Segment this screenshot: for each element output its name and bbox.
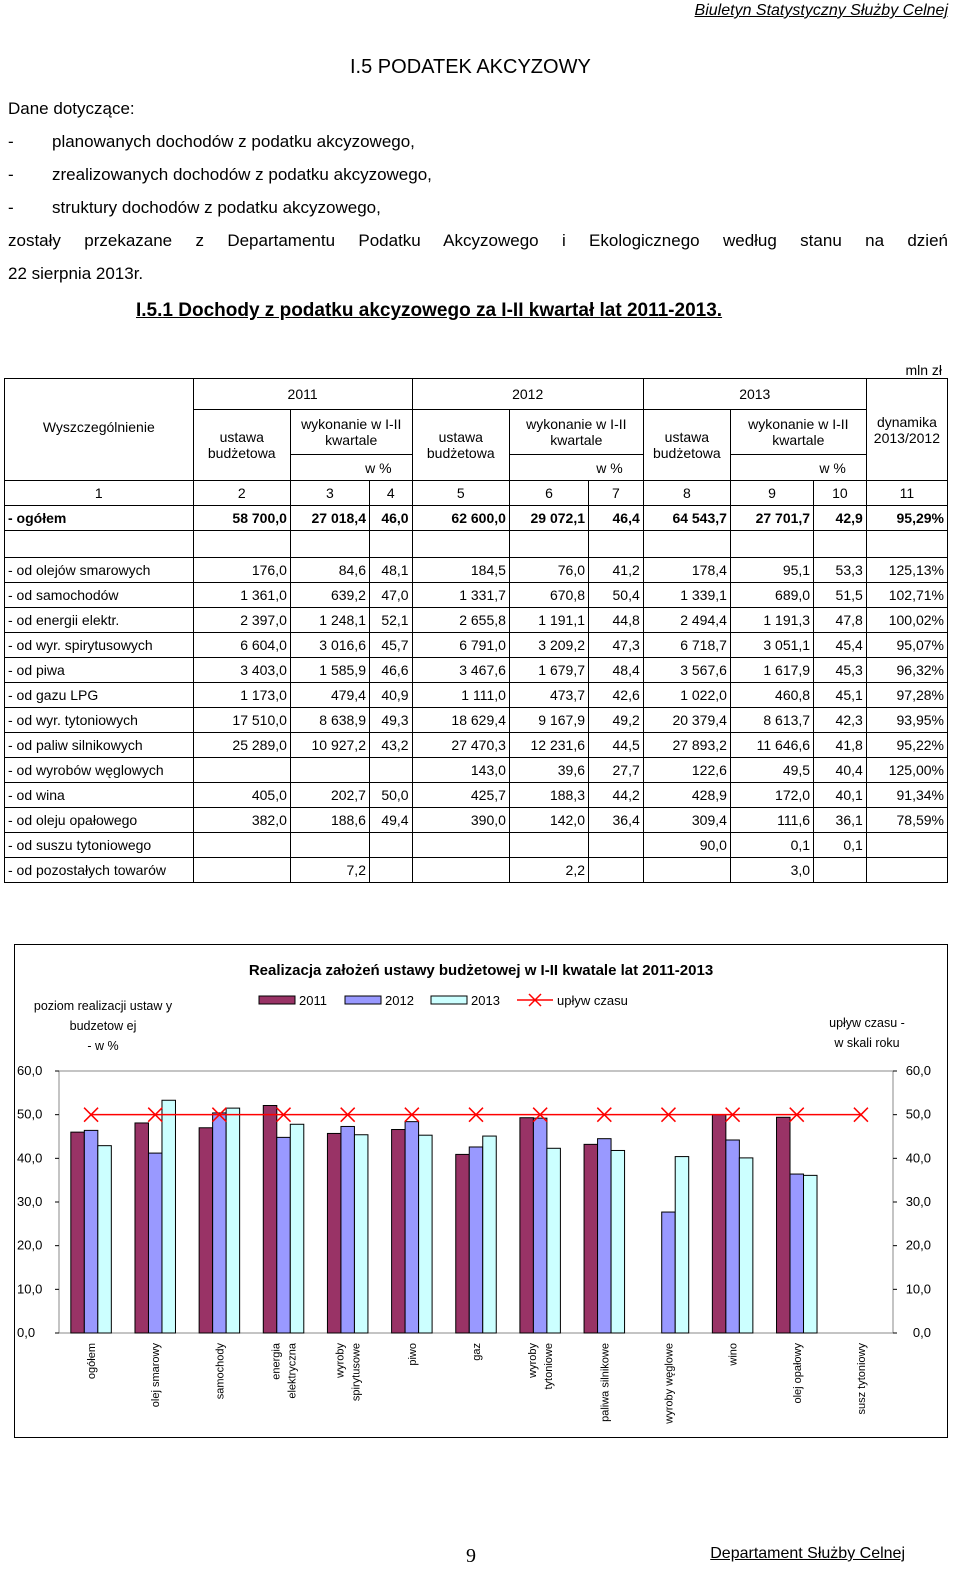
legend-swatch: [431, 996, 467, 1004]
table-cell: 6 718,7: [643, 633, 730, 658]
pct-header: w %: [730, 455, 866, 481]
bar-2013: [290, 1124, 304, 1333]
table-cell: 90,0: [643, 833, 730, 858]
table-cell: 53,3: [814, 558, 867, 583]
table-cell: 45,1: [814, 683, 867, 708]
table-cell: 3 567,6: [643, 658, 730, 683]
y-tick-label-right: 20,0: [905, 1237, 931, 1253]
table-cell: 46,4: [589, 506, 644, 531]
table-cell: 4: [369, 481, 412, 506]
table-cell: 50,0: [369, 783, 412, 808]
table-cell: 1 191,1: [509, 608, 588, 633]
table-cell: 49,2: [589, 708, 644, 733]
exec-header: wykonanie w I-II kwartale: [509, 410, 643, 455]
row-label: - ogółem: [5, 506, 194, 531]
table-cell: 27 018,4: [290, 506, 369, 531]
table-cell: 49,5: [730, 758, 813, 783]
table-cell: 27 893,2: [643, 733, 730, 758]
table-cell: 188,6: [290, 808, 369, 833]
table-cell: 18 629,4: [412, 708, 509, 733]
bar-2011: [392, 1130, 406, 1333]
table-cell: 46,6: [369, 658, 412, 683]
table-cell: 42,6: [589, 683, 644, 708]
y-axis-label-left: poziom realizacji ustaw y: [33, 999, 173, 1013]
bar-2012: [341, 1126, 355, 1333]
table-cell: [509, 833, 588, 858]
table-cell: [193, 758, 290, 783]
x-tick-label: piwo: [406, 1343, 419, 1366]
row-label: - od olejów smarowych: [5, 558, 194, 583]
table-cell: 44,8: [589, 608, 644, 633]
page-title: I.5 PODATEK AKCYZOWY: [350, 56, 591, 78]
table-cell: 47,0: [369, 583, 412, 608]
chart-title: Realizacja założeń ustawy budżetowej w I-II kwatale lat 2011-2013: [248, 962, 714, 979]
intro-sentence: zostały przekazane z Departamentu Podatku Akcyzowego i Ekologicznego według stanu na dzień: [8, 231, 948, 250]
bar-2011: [263, 1105, 277, 1333]
table-cell: 9: [730, 481, 813, 506]
table-cell: 39,6: [509, 758, 588, 783]
row-label: - od wyrobów węglowych: [5, 758, 194, 783]
bar-2013: [547, 1148, 561, 1333]
page-number: 9: [466, 1545, 476, 1567]
budget-header: ustawa budżetowa: [412, 410, 509, 481]
table-cell: 40,4: [814, 758, 867, 783]
table-cell: 460,8: [730, 683, 813, 708]
table-cell: 6 791,0: [412, 633, 509, 658]
table-cell: 10 927,2: [290, 733, 369, 758]
table-cell: 44,2: [589, 783, 644, 808]
table-cell: 45,4: [814, 633, 867, 658]
table-row: [5, 583, 948, 608]
table-cell: 95,29%: [866, 506, 947, 531]
x-tick-label: olej opałowy: [791, 1343, 804, 1404]
table-cell: 41,8: [814, 733, 867, 758]
table-cell: 1 191,3: [730, 608, 813, 633]
row-label: - od suszu tytoniowego: [5, 833, 194, 858]
bar-2013: [98, 1146, 112, 1333]
budget-header: ustawa budżetowa: [643, 410, 730, 481]
table-cell: 47,3: [589, 633, 644, 658]
bar-2012: [726, 1140, 740, 1333]
table-cell: 639,2: [290, 583, 369, 608]
y-tick-label-right: 10,0: [905, 1281, 931, 1297]
dynamics-header: dynamika 2013/2012: [866, 379, 947, 481]
table-cell: 45,3: [814, 658, 867, 683]
bar-2013: [675, 1157, 689, 1333]
table-cell: [193, 858, 290, 883]
bar-2013: [611, 1150, 625, 1333]
table-cell: 1 173,0: [193, 683, 290, 708]
table-cell: 5: [412, 481, 509, 506]
table-cell: 125,00%: [866, 758, 947, 783]
table-cell: [193, 833, 290, 858]
bar-2012: [277, 1137, 291, 1333]
table-cell: 670,8: [509, 583, 588, 608]
table-cell: [290, 758, 369, 783]
x-tick-label: wyroby: [334, 1343, 347, 1378]
total-row-group: [5, 506, 948, 558]
x-tick-label: olej smarowy: [150, 1343, 163, 1408]
row-label: - od pozostałych towarów: [5, 858, 194, 883]
table-cell: 390,0: [412, 808, 509, 833]
table-cell: 473,7: [509, 683, 588, 708]
column-numbers: [5, 481, 948, 506]
bar-2011: [71, 1132, 85, 1333]
table-cell: 1 361,0: [193, 583, 290, 608]
table-cell: 1 331,7: [412, 583, 509, 608]
table-cell: 51,5: [814, 583, 867, 608]
row-label: - od paliw silnikowych: [5, 733, 194, 758]
table-cell: 6: [509, 481, 588, 506]
table-cell: 1 248,1: [290, 608, 369, 633]
table-cell: 3 403,0: [193, 658, 290, 683]
table-cell: 8 613,7: [730, 708, 813, 733]
table-cell: 202,7: [290, 783, 369, 808]
bar-2012: [533, 1118, 547, 1333]
table-cell: 27 701,7: [730, 506, 813, 531]
table-cell: [866, 858, 947, 883]
table-cell: 27,7: [589, 758, 644, 783]
footer-department: Departament Służby Celnej: [710, 1545, 905, 1562]
table-row: [5, 858, 948, 883]
table-cell: 25 289,0: [193, 733, 290, 758]
table-cell: 11: [866, 481, 947, 506]
year-header: 2011: [193, 379, 412, 410]
table-cell: 1 022,0: [643, 683, 730, 708]
y-tick-label-right: 30,0: [905, 1194, 931, 1209]
y-tick-label: 50,0: [17, 1106, 43, 1122]
table-cell: 6 604,0: [193, 633, 290, 658]
bar-2011: [712, 1115, 726, 1333]
table-cell: 2,2: [509, 858, 588, 883]
table-cell: 49,3: [369, 708, 412, 733]
table-cell: 78,59%: [866, 808, 947, 833]
table-cell: 44,5: [589, 733, 644, 758]
table-cell: 93,95%: [866, 708, 947, 733]
table-cell: [412, 858, 509, 883]
y-tick-label: 30,0: [17, 1194, 43, 1209]
col-header-label: Wyszczególnienie: [5, 379, 194, 481]
table-cell: 1 111,0: [412, 683, 509, 708]
table-cell: 1 585,9: [290, 658, 369, 683]
table-row: [5, 758, 948, 783]
intro-text: [8, 92, 948, 290]
y-axis-label-left: budzetow ej: [69, 1019, 137, 1033]
bar-2012: [469, 1147, 483, 1333]
table-cell: 42,9: [814, 506, 867, 531]
bar-2012: [598, 1139, 612, 1333]
table-row: [5, 833, 948, 858]
column-number-row: [5, 481, 948, 506]
table-row: [5, 708, 948, 733]
intro-sentence-end: 22 sierpnia 2013r.: [8, 264, 144, 283]
table-cell: 11 646,6: [730, 733, 813, 758]
bar-2013: [354, 1135, 368, 1333]
table-cell: 0,1: [814, 833, 867, 858]
table-cell: 12 231,6: [509, 733, 588, 758]
exec-header: wykonanie w I-II kwartale: [290, 410, 412, 455]
legend-label: upływ czasu: [557, 993, 628, 1008]
x-tick-label: wyroby węglowe: [663, 1343, 676, 1424]
intro-item: - struktury dochodów z podatku akcyzowego,: [8, 191, 948, 224]
y-tick-label: 0,0: [17, 1325, 36, 1340]
y-tick-label-right: 60,0: [905, 1063, 931, 1078]
table-cell: 425,7: [412, 783, 509, 808]
table-cell: [369, 758, 412, 783]
pct-header: w %: [290, 455, 412, 481]
table-cell: 3 016,6: [290, 633, 369, 658]
table-cell: 405,0: [193, 783, 290, 808]
chart-frame: [14, 944, 948, 1438]
legend-swatch: [259, 996, 295, 1004]
table-cell: 172,0: [730, 783, 813, 808]
table-cell: 2 397,0: [193, 608, 290, 633]
table-cell: 1 679,7: [509, 658, 588, 683]
table-cell: 689,0: [730, 583, 813, 608]
row-label: - od wyr. spirytusowych: [5, 633, 194, 658]
y-tick-label: 40,0: [17, 1150, 43, 1166]
table-cell: 97,28%: [866, 683, 947, 708]
table-cell: 45,7: [369, 633, 412, 658]
budget-header: ustawa budżetowa: [193, 410, 290, 481]
table-cell: 143,0: [412, 758, 509, 783]
row-label: - od energii elektr.: [5, 608, 194, 633]
realization-chart: [15, 945, 947, 1437]
table-cell: 47,8: [814, 608, 867, 633]
table-cell: [643, 858, 730, 883]
table-cell: 27 470,3: [412, 733, 509, 758]
table-cell: 96,32%: [866, 658, 947, 683]
table-row: [5, 608, 948, 633]
table-cell: 40,9: [369, 683, 412, 708]
table-cell: 62 600,0: [412, 506, 509, 531]
table-cell: [589, 858, 644, 883]
table-cell: 0,1: [730, 833, 813, 858]
bar-2012: [213, 1113, 227, 1333]
table-cell: [412, 833, 509, 858]
y-axis-label-right: upływ czasu -: [829, 1016, 905, 1030]
table-cell: 428,9: [643, 783, 730, 808]
pct-header: w %: [509, 455, 643, 481]
table-cell: 41,2: [589, 558, 644, 583]
row-label: - od piwa: [5, 658, 194, 683]
x-tick-label: paliwa silnikowe: [599, 1343, 612, 1422]
bar-2012: [790, 1174, 804, 1333]
table-cell: 178,4: [643, 558, 730, 583]
table-cell: 142,0: [509, 808, 588, 833]
table-cell: 7: [589, 481, 644, 506]
bar-2011: [327, 1133, 341, 1333]
table-cell: 125,13%: [866, 558, 947, 583]
table-cell: 42,3: [814, 708, 867, 733]
table-cell: 1 339,1: [643, 583, 730, 608]
table-cell: 52,1: [369, 608, 412, 633]
x-tick-label: susz tytoniowy: [855, 1343, 868, 1415]
bar-2012: [148, 1153, 162, 1333]
table-cell: 46,0: [369, 506, 412, 531]
x-tick-label: gaz: [471, 1343, 483, 1361]
table-cell: 48,1: [369, 558, 412, 583]
table-cell: 29 072,1: [509, 506, 588, 531]
table-cell: 3 467,6: [412, 658, 509, 683]
year-header: 2013: [643, 379, 866, 410]
table-cell: 382,0: [193, 808, 290, 833]
table-cell: 100,02%: [866, 608, 947, 633]
year-header: 2012: [412, 379, 643, 410]
table-row: [5, 558, 948, 583]
table-row: [5, 658, 948, 683]
table-cell: 50,4: [589, 583, 644, 608]
spacer-row: [5, 531, 948, 558]
table-cell: [290, 833, 369, 858]
table-cell: 8 638,9: [290, 708, 369, 733]
table-cell: 3 209,2: [509, 633, 588, 658]
intro-item: - planowanych dochodów z podatku akcyzowego,: [8, 125, 948, 158]
table-cell: [814, 858, 867, 883]
y-tick-label: 20,0: [17, 1237, 43, 1253]
table-cell: 95,22%: [866, 733, 947, 758]
table-cell: 58 700,0: [193, 506, 290, 531]
bar-2011: [135, 1123, 149, 1333]
table-cell: 40,1: [814, 783, 867, 808]
bar-2012: [84, 1130, 98, 1333]
table-row: [5, 783, 948, 808]
table-cell: 36,4: [589, 808, 644, 833]
table-cell: 49,4: [369, 808, 412, 833]
table-cell: 10: [814, 481, 867, 506]
x-tick-label: spirytusowe: [350, 1343, 363, 1402]
exec-header: wykonanie w I-II kwartale: [730, 410, 866, 455]
table-cell: [369, 833, 412, 858]
table-cell: 2 655,8: [412, 608, 509, 633]
table-cell: 111,6: [730, 808, 813, 833]
table-cell: 176,0: [193, 558, 290, 583]
table-row: [5, 683, 948, 708]
x-tick-label: samochody: [214, 1343, 227, 1400]
bar-2011: [777, 1117, 791, 1333]
table-cell: 1 617,9: [730, 658, 813, 683]
table-cell: 9 167,9: [509, 708, 588, 733]
total-row: [5, 506, 948, 531]
y-axis-label-right: w skali roku: [834, 1036, 900, 1050]
bar-2011: [520, 1118, 534, 1333]
legend-label: 2012: [385, 993, 414, 1008]
x-tick-label: wino: [727, 1343, 740, 1366]
table-cell: 102,71%: [866, 583, 947, 608]
table-cell: 3,0: [730, 858, 813, 883]
bar-2013: [483, 1136, 497, 1333]
intro-item: - zrealizowanych dochodów z podatku akcyzowego,: [8, 158, 948, 191]
unit-label: mln zł: [905, 362, 942, 378]
table-row: [5, 808, 948, 833]
y-tick-label-right: 0,0: [912, 1325, 931, 1340]
table-cell: 309,4: [643, 808, 730, 833]
table-cell: 84,6: [290, 558, 369, 583]
legend-label: 2013: [471, 993, 500, 1008]
row-label: - od wina: [5, 783, 194, 808]
table-cell: [369, 858, 412, 883]
table-cell: 17 510,0: [193, 708, 290, 733]
table-cell: [866, 833, 947, 858]
table-cell: 479,4: [290, 683, 369, 708]
table-row: [5, 633, 948, 658]
row-label: - od gazu LPG: [5, 683, 194, 708]
table-cell: 36,1: [814, 808, 867, 833]
row-label: - od oleju opałowego: [5, 808, 194, 833]
bar-2012: [662, 1212, 676, 1333]
table-cell: [589, 833, 644, 858]
bar-2011: [584, 1144, 598, 1333]
table-cell: 48,4: [589, 658, 644, 683]
table-cell: 43,2: [369, 733, 412, 758]
y-tick-label-right: 50,0: [905, 1106, 931, 1122]
bar-2013: [162, 1100, 176, 1333]
table-cell: 64 543,7: [643, 506, 730, 531]
table-cell: 2 494,4: [643, 608, 730, 633]
section-title: I.5.1 Dochody z podatku akcyzowego za I-II kwartał lat 2011-2013.: [136, 300, 723, 321]
bar-2013: [739, 1158, 753, 1333]
legend-label: 2011: [299, 993, 327, 1008]
bar-2012: [405, 1122, 419, 1333]
table-cell: 76,0: [509, 558, 588, 583]
table-cell: 2: [193, 481, 290, 506]
y-tick-label: 60,0: [17, 1063, 43, 1078]
bar-2011: [456, 1154, 470, 1333]
table-cell: 122,6: [643, 758, 730, 783]
bar-2013: [419, 1135, 433, 1333]
excise-table: [4, 378, 948, 883]
table-cell: 95,1: [730, 558, 813, 583]
legend-swatch: [345, 996, 381, 1004]
y-tick-label-right: 40,0: [905, 1150, 931, 1166]
bar-2013: [226, 1108, 240, 1333]
x-tick-label: elektryczna: [286, 1343, 299, 1399]
table-cell: 3: [290, 481, 369, 506]
bar-2011: [199, 1128, 213, 1333]
bar-2013: [804, 1175, 818, 1333]
x-tick-label: tytoniowe: [543, 1343, 556, 1390]
table-cell: 7,2: [290, 858, 369, 883]
x-tick-label: ogółem: [86, 1343, 99, 1380]
table-cell: 91,34%: [866, 783, 947, 808]
publication-header: Biuletyn Statystyczny Służby Celnej: [694, 2, 948, 19]
table-cell: 20 379,4: [643, 708, 730, 733]
table-cell: 8: [643, 481, 730, 506]
row-label: - od wyr. tytoniowych: [5, 708, 194, 733]
table-cell: 184,5: [412, 558, 509, 583]
y-axis-label-left: - w %: [87, 1039, 119, 1053]
row-label: - od samochodów: [5, 583, 194, 608]
table-row: [5, 733, 948, 758]
y-tick-label: 10,0: [17, 1281, 43, 1297]
row-label: 1: [5, 481, 194, 506]
intro-lead: Dane dotyczące:: [8, 99, 135, 118]
x-tick-label: wyroby: [527, 1343, 540, 1378]
x-tick-label: energia: [270, 1343, 283, 1380]
table-cell: 95,07%: [866, 633, 947, 658]
table-cell: 3 051,1: [730, 633, 813, 658]
table-cell: 188,3: [509, 783, 588, 808]
table-rows: [5, 558, 948, 883]
